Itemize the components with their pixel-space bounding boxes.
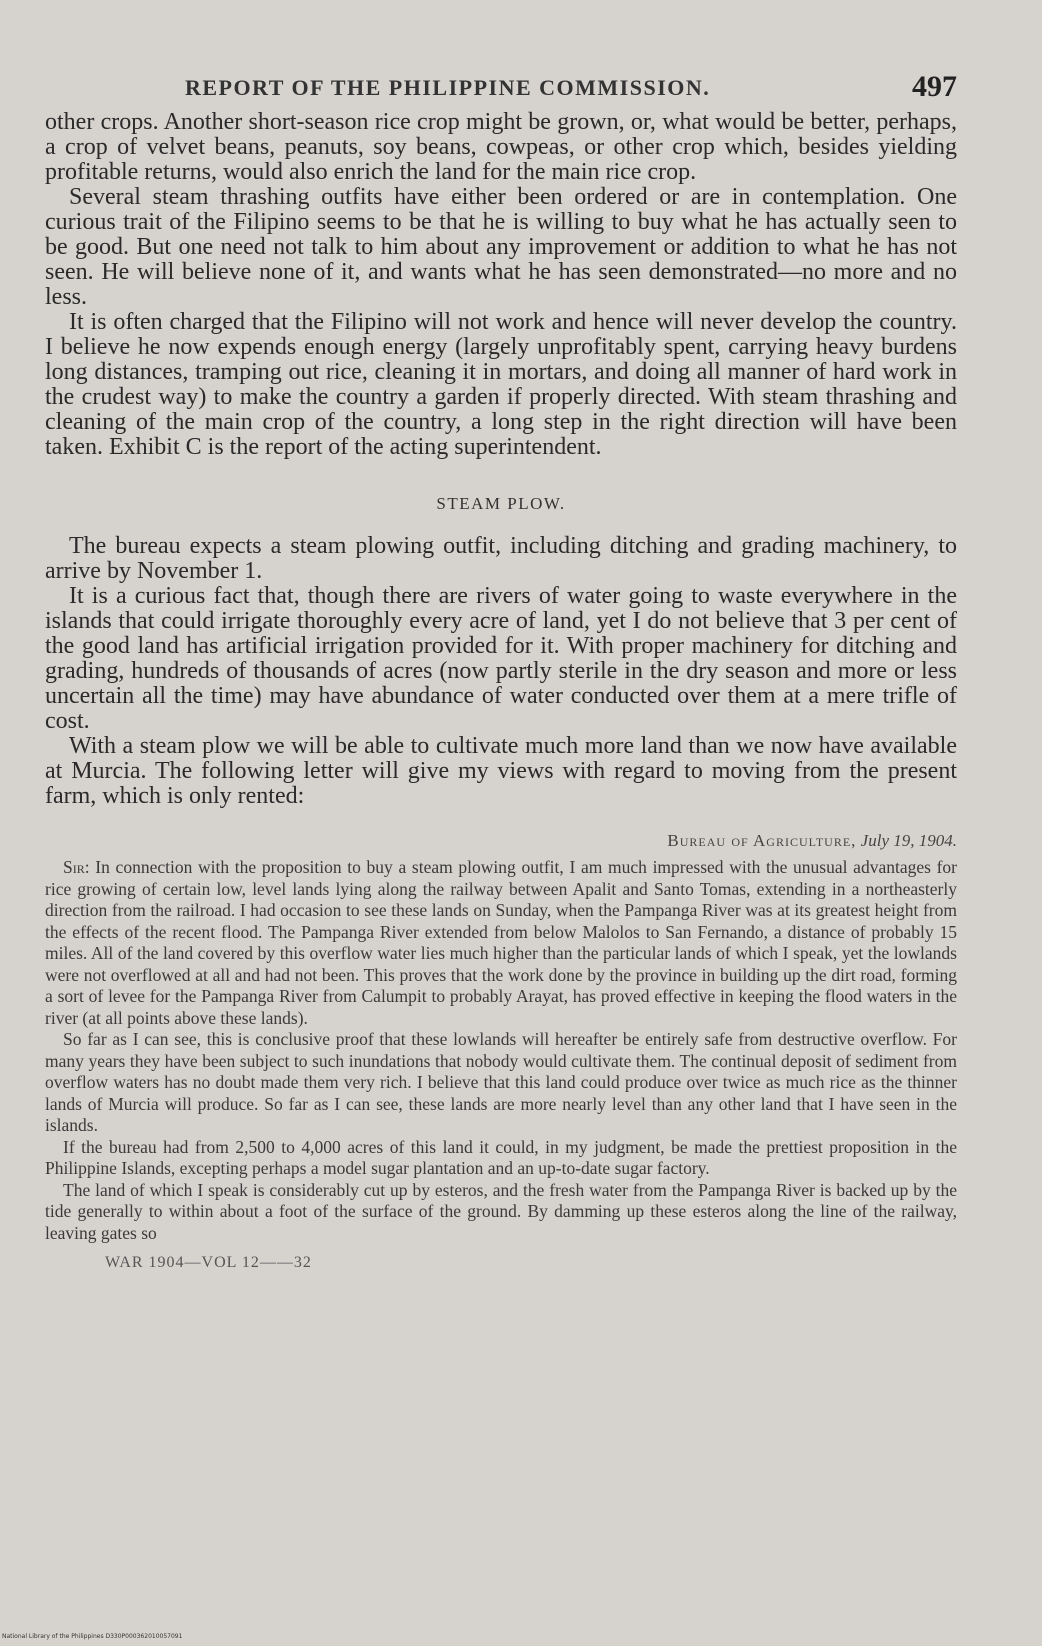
letter-organization: Bureau of Agriculture, — [667, 831, 857, 850]
letter-date: July 19, 1904. — [860, 831, 957, 850]
letter-salutation: Sir: — [63, 857, 90, 877]
letter-first-paragraph-text: In connection with the proposition to buy a steam plowing outfit, I am much impressed with the unusual advantages for rice growing of certain low, level lands lying along the railway between Apalit and Santo Tomas, extending in a northeasterly direction from the railroad. I had occasion to see these lands on Sunday, when the Pampanga River was at its greatest height from the effects of the recent flood. The Pampanga River extended from below Malolos to San Fernando, a distance of probably 15 miles. All of the land covered by this overflow water lies much higher than the particular lands of which I speak, yet the lowlands were not overflowed at all and had not been. This proves that the work done by the province in building up the dirt road, forming a sort of levee for the Pampanga River from Calumpit to probably Arayat, has proved effective in keeping the flood waters in the river (at all points above these lands). — [45, 857, 958, 1028]
letter-paragraph — [45, 857, 957, 1029]
running-title: REPORT OF THE PHILIPPINE COMMISSION. — [185, 75, 711, 100]
paragraph: other crops. Another short-season rice crop might be grown, or, what would be better, perhaps, a crop of velvet beans, peanuts, soy beans, cowpeas, or other crop which, besides yielding profitable returns, would also enrich the land for the main rice crop. — [45, 109, 957, 185]
signature-line: WAR 1904—VOL 12——32 — [105, 1254, 312, 1271]
paragraph: It is often charged that the Filipino will not work and hence will never develop the country. I believe he now expends enough energy (largely unprofitably spent, carrying heavy burdens long distances, tramping out rice, cleaning it in mortars, and doing all manner of hard work in the crudest way) to make the country a garden if properly directed. With steam thrashing and cleaning of the main crop of the country, a long step in the right direction will have been taken. Exhibit C is the report of the acting superintendent. — [45, 309, 957, 460]
letter-dateline — [45, 831, 957, 851]
quoted-letter — [45, 831, 957, 1244]
paragraph: The bureau expects a steam plowing outfit, including ditching and grading machinery, to arrive by November 1. — [45, 533, 957, 584]
paragraph: It is a curious fact that, though there are rivers of water going to waste everywhere in the islands that could irrigate thoroughly every acre of land, yet I do not believe that 3 per cent of the good land has artificial irrigation provided for it. With proper machinery for ditching and grading, hundreds of thousands of acres (now partly sterile in the dry season and more or less uncertain all the time) may have abundance of water conducted over them at a mere trifle of cost. — [45, 583, 957, 734]
section-heading: STEAM PLOW. — [436, 494, 566, 513]
letter-paragraph: If the bureau had from 2,500 to 4,000 acres of this land it could, in my judgment, be made the prettiest proposition in the Philippine Islands, excepting perhaps a model sugar plantation and an up-to-date sugar factory. — [45, 1136, 957, 1178]
running-head — [45, 70, 957, 110]
page-number: 497 — [912, 70, 957, 103]
letter-paragraph: The land of which I speak is considerably cut up by esteros, and the fresh water from the Pampanga River is backed up by the tide generally to within about a foot of the surface of the ground. By damming up these esteros along the line of the railway, leaving gates so — [45, 1179, 957, 1243]
letter-paragraph: So far as I can see, this is conclusive proof that these lowlands will hereafter be entirely safe from destructive overflow. For many years they have been subject to such inundations that nobody would cultivate them. The continual deposit of sediment from overflow waters has no doubt made them very rich. I believe that this land could produce over twice as much rice as the thinner lands of Murcia will produce. So far as I can see, these lands are more nearly level than any other land that I have seen in the islands. — [45, 1029, 957, 1135]
footer-credit: National Library of the Philippines D330P000362010057091 — [2, 1633, 183, 1640]
paragraph: Several steam thrashing outfits have either been ordered or are in contemplation. One curious trait of the Filipino seems to be that he is willing to buy what he has actually seen to be good. But one need not talk to him about any improvement or addition to what he has not seen. He will believe none of it, and wants what he has seen demonstrated—no more and no less. — [45, 184, 957, 310]
paragraph: With a steam plow we will be able to cultivate much more land than we now have available at Murcia. The following letter will give my views with regard to moving from the present farm, which is only rented: — [45, 733, 957, 809]
body-text — [45, 110, 957, 809]
